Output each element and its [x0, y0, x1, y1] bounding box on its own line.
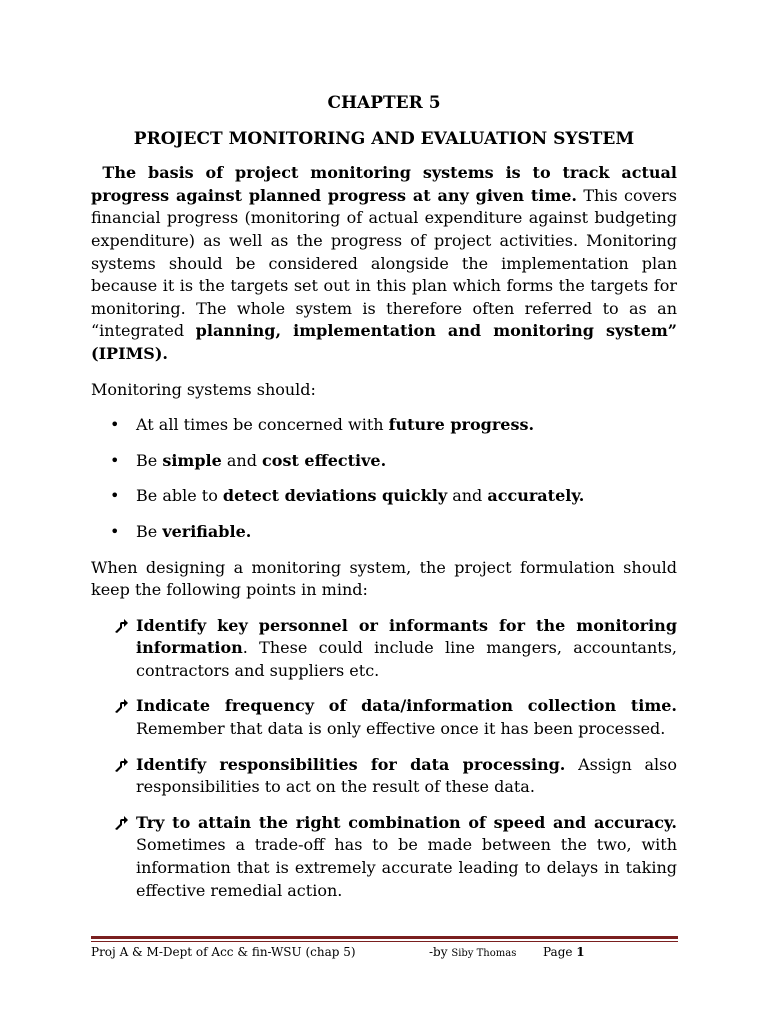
intro-bold-lead: The basis of project monitoring systems is to track actual progress against planned progress at any given time. [91, 163, 677, 205]
footer-divider [91, 936, 678, 939]
list-item: Identify responsibilities for data processing. Assign also responsibilities to act on the result of these data. [91, 754, 677, 799]
arrow-bullet-icon [113, 698, 129, 714]
bullet-icon: • [110, 521, 120, 541]
arrow-bullet-icon [113, 757, 129, 773]
requirements-list [91, 414, 677, 543]
document-page [91, 92, 677, 915]
footer-page-number: Page 1 [543, 945, 585, 959]
list-item: Indicate frequency of data/information collection time. Remember that data is only effective once it has been processed. [91, 695, 677, 740]
list-item: Identify key personnel or informants for the monitoring information. These could include line mangers, accountants, contractors and suppliers etc. [91, 615, 677, 683]
systems-should-text: Monitoring systems should: [91, 379, 316, 399]
chapter-heading: CHAPTER 5 [327, 93, 441, 113]
intro-text: This covers financial progress (monitoring of actual expenditure against budgeting expenditure) as well as the progress of project activities. Monitoring systems should be considered alongside the implementation plan because it is the targets set out in this plan which forms the targets for monitoring. The whole system is therefore often referred to as an “integrated [91, 185, 678, 341]
design-points-list [91, 615, 677, 903]
list-item: • Be able to detect deviations quickly and accurately. [91, 485, 677, 508]
page-title: PROJECT MONITORING AND EVALUATION SYSTEM [133, 128, 635, 149]
arrow-bullet-icon [113, 618, 129, 634]
list-item: • At all times be concerned with future progress. [91, 414, 677, 437]
footer-author: -by Siby Thomas [429, 945, 517, 959]
list-item: Try to attain the right combination of speed and accuracy. Sometimes a trade-off has to be made between the two, with information that is extremely accurate leading to delays in taking effective remedial action. [91, 812, 677, 902]
bullet-icon: • [110, 486, 120, 506]
footer-divider-thin [91, 941, 678, 942]
list-item: • Be verifiable. [91, 521, 677, 544]
bullet-icon: • [110, 450, 120, 470]
designing-text: When designing a monitoring system, the project formulation should keep the following points in mind: [91, 557, 677, 600]
list-item: • Be simple and cost effective. [91, 450, 677, 473]
bullet-icon: • [110, 415, 120, 435]
intro-paragraph [91, 162, 677, 365]
arrow-bullet-icon [113, 815, 129, 831]
footer-course: Proj A & M-Dept of Acc & fin-WSU (chap 5) [91, 945, 356, 959]
intro-bold-tail: planning, implementation and monitoring system” (IPIMS). [91, 321, 678, 363]
